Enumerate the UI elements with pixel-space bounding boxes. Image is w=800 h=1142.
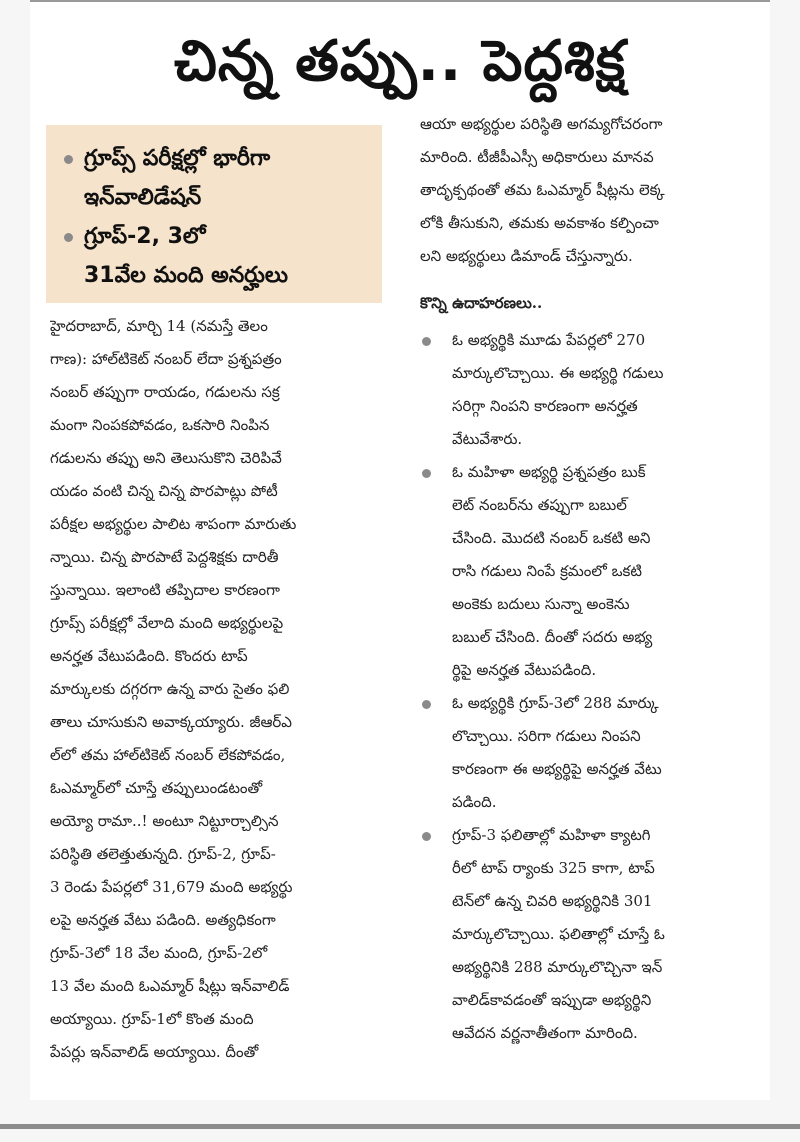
- body-line: ఓఎమ్మార్‌లో చూస్తే తప్పులుండటంతో: [50, 779, 263, 797]
- highlight-box: [46, 125, 382, 303]
- body-line: గాణ): హాల్‌టికెట్ నంబర్ లేదా ప్రశ్నపత్రం: [50, 350, 282, 368]
- headline: చిన్న తప్పు.. పెద్దశిక్ష: [173, 29, 627, 94]
- example-line: సరిగ్గా నింపని కారణంగా అనర్హత: [452, 397, 638, 415]
- body-line: మారింది. టీజీపీఎస్సీ అధికారులు మానవ: [420, 148, 654, 166]
- example-line: రీలో టాప్ ర్యాంకు 325 కాగా, టాప్: [452, 859, 655, 877]
- body-line: లపై అనర్హత వేటు పడింది. అత్యధికంగా: [50, 911, 276, 929]
- example-line: టెన్‌లో ఉన్న చివరి అభ్యర్థినికి 301: [452, 892, 653, 910]
- example-line: ర్థిపై అనర్హత వేటుపడింది.: [452, 661, 597, 679]
- right-column: [420, 108, 754, 1050]
- body-line: ఆయా అభ్యర్థుల పరిస్థితి అగమ్యగోచరంగా: [420, 115, 663, 133]
- body-line: తాదృక్పథంతో తమ ఓఎమ్మార్ షీట్లను లెక్క: [420, 181, 665, 199]
- body-line: ల్‌లో తమ హాల్‌టికెట్ నంబర్ లేకపోవడం,: [50, 746, 286, 764]
- body-line: గ్రూప్-3లో 18 వేల మంది, గ్రూప్-2లో: [50, 944, 268, 962]
- example-line: వేటువేశారు.: [452, 430, 523, 448]
- bullet-icon: [422, 469, 431, 478]
- bullet-icon: [64, 155, 73, 164]
- bullet-icon: [422, 700, 431, 709]
- example-line: ఓ మహిళా అభ్యర్థి ప్రశ్నపత్రం బుక్: [452, 463, 646, 481]
- body-line: యడం వంటి చిన్న చిన్న పొరపాట్లు పోటీ: [50, 482, 278, 500]
- body-line: అయ్యో రామా..! అంటూ నిట్టూర్చాల్సిన: [50, 812, 279, 830]
- body-line: హైదరాబాద్, మార్చి 14 (నమస్తే తెలం: [50, 317, 268, 335]
- body-line: లోకి తీసుకుని, తమకు అవకాశం కల్పించా: [420, 214, 659, 232]
- example-line: లెట్ నంబర్‌ను తప్పుగా బబుల్: [452, 496, 627, 514]
- example-item: [420, 456, 754, 687]
- highlight-line: ఇన్‌వాలిడేషన్: [84, 185, 202, 210]
- example-line: మార్కులొచ్చాయి. ఈ అభ్యర్థి గడులు: [452, 364, 664, 382]
- example-item: [420, 819, 754, 1050]
- top-divider: [30, 0, 770, 2]
- body-line: గడులను తప్పు అని తెలుసుకొని చెరిపివే: [50, 449, 282, 467]
- bullet-icon: [422, 337, 431, 346]
- example-line: రాసి గడులు నింపే క్రమంలో ఒకటి: [452, 562, 642, 580]
- body-line: అయ్యాయి. గ్రూప్-1లో కొంత మంది: [50, 1010, 254, 1028]
- example-line: అభ్యర్థినికి 288 మార్కులొచ్చినా ఇన్: [452, 958, 663, 976]
- examples-heading: కొన్ని ఉదాహరణలు..: [420, 294, 543, 312]
- example-line: ఓ అభ్యర్థికి మూడు పేపర్లలో 270: [452, 331, 646, 349]
- example-line: వాలిడ్‌కావడంతో ఇప్పుడా అభ్యర్థిని: [452, 991, 652, 1009]
- example-line: ఆవేదన వర్ణనాతీతంగా మారింది.: [452, 1024, 638, 1042]
- body-line: పరీక్షల అభ్యర్థుల పాలిట శాపంగా మారుతు: [50, 515, 297, 533]
- highlight-item: [64, 139, 372, 217]
- example-line: గ్రూప్-3 ఫలితాల్లో మహిళా క్యాటగి: [452, 826, 651, 844]
- example-line: అంకెకు బదులు సున్నా అంకెను: [452, 595, 630, 613]
- example-line: బబుల్ చేసింది. దీంతో సదరు అభ్య: [452, 628, 653, 646]
- body-line: 13 వేల మంది ఓఎమ్మార్ షీట్లు ఇన్‌వాలిడ్: [50, 977, 290, 995]
- examples-list: [420, 324, 754, 1050]
- highlight-list: [64, 139, 372, 295]
- body-line: మార్కులకు దగ్గరగా ఉన్న వారు సైతం ఫలి: [50, 680, 290, 698]
- body-line: లని అభ్యర్థులు డిమాండ్ చేస్తున్నారు.: [420, 247, 633, 265]
- body-line: తాలు చూసుకుని అవాక్కయ్యారు. జీఆర్‌ఎ: [50, 713, 292, 731]
- example-line: కారణంగా ఈ అభ్యర్థిపై అనర్హత వేటు: [452, 760, 662, 778]
- body-line: 3 రెండు పేపర్లలో 31,679 మంది అభ్యర్థు: [50, 878, 293, 896]
- body-line: పేపర్లు ఇన్‌వాలిడ్ అయ్యాయి. దీంతో: [50, 1043, 259, 1061]
- body-line: మంగా నింపకపోవడం, ఒకసారి నింపిన: [50, 416, 270, 434]
- bottom-divider: [0, 1124, 800, 1129]
- highlight-line: గ్రూప్-2, 3లో: [84, 224, 206, 249]
- example-line: మార్కులొచ్చాయి. ఫలితాల్లో చూస్తే ఓ: [452, 925, 665, 943]
- body-line: పరిస్థితి తలెత్తుతున్నది. గ్రూప్-2, గ్రూప్-: [50, 845, 276, 863]
- body-line: న్నాయి. చిన్న పొరపాటే పెద్దశిక్షకు దారితీ: [50, 548, 279, 566]
- body-line: నంబర్ తప్పుగా రాయడం, గడులను సక్ర: [50, 383, 280, 401]
- example-line: పడింది.: [452, 793, 497, 811]
- highlight-line: గ్రూప్స్ పరీక్షల్లో భారీగా: [84, 146, 271, 171]
- left-column: [50, 310, 384, 1069]
- highlight-item: [64, 217, 372, 295]
- body-line: అనర్హత వేటుపడింది. కొందరు టాప్: [50, 647, 248, 665]
- example-line: లొచ్చాయి. సరిగా గడులు నింపని: [452, 727, 641, 745]
- highlight-line: 31వేల మంది అనర్హులు: [84, 263, 289, 288]
- body-line: గ్రూప్స్ పరీక్షల్లో వేలాది మంది అభ్యర్థులపై: [50, 614, 284, 632]
- bullet-icon: [422, 832, 431, 841]
- example-line: ఓ అభ్యర్థికి గ్రూప్-3లో 288 మార్కు: [452, 694, 659, 712]
- body-line: స్తున్నాయి. ఇలాంటి తప్పిదాల కారణంగా: [50, 581, 280, 599]
- bullet-icon: [64, 233, 73, 242]
- example-item: [420, 324, 754, 456]
- example-item: [420, 687, 754, 819]
- example-line: చేసింది. మొదటి నంబర్ ఒకటి అని: [452, 529, 651, 547]
